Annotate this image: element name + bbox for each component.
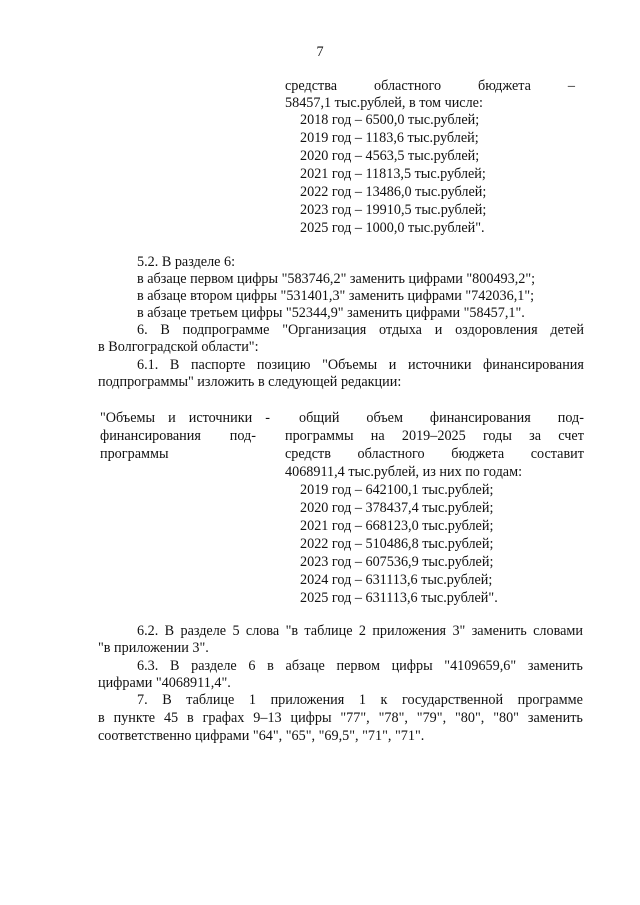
word: объем xyxy=(366,410,403,426)
word: и xyxy=(388,357,397,373)
word: финансирования xyxy=(483,357,584,373)
word: оздоровления xyxy=(455,322,538,338)
word: и xyxy=(434,322,443,338)
word: "79", xyxy=(416,710,447,726)
item-6-line-2: в Волгоградской области": xyxy=(98,339,259,355)
word: составит xyxy=(530,446,584,462)
word: "Объемы xyxy=(100,410,156,426)
word: детей xyxy=(550,322,584,338)
item-6-1-line-1 xyxy=(137,357,584,374)
item-7-line-2 xyxy=(98,710,583,727)
word: отдыха xyxy=(379,322,422,338)
word: 45 xyxy=(163,710,179,726)
word: счет xyxy=(558,428,584,444)
passport-year-line: 2019 год – 642100,1 тыс.рублей; xyxy=(300,482,494,498)
word: таблице xyxy=(186,692,235,708)
top-year-line: 2025 год – 1000,0 тыс.рублей". xyxy=(300,220,485,236)
word: в xyxy=(98,710,105,726)
word: источники xyxy=(408,357,472,373)
word: 6 xyxy=(248,658,256,674)
word: 9–13 xyxy=(253,710,282,726)
top-block-line-2: 58457,1 тыс.рублей, в том числе: xyxy=(285,95,483,111)
word: слова xyxy=(245,623,280,639)
item-6-line-1 xyxy=(137,322,584,339)
word: позицию xyxy=(256,357,311,373)
word: областного xyxy=(373,78,442,94)
item-6-3-line-1 xyxy=(137,658,583,675)
word: 5 xyxy=(232,623,240,639)
word: В xyxy=(162,692,172,708)
word: паспорте xyxy=(190,357,246,373)
word: – xyxy=(567,78,575,94)
word: государственной xyxy=(401,692,504,708)
word: графах xyxy=(202,710,245,726)
word: 2019–2025 xyxy=(401,428,466,444)
word: "4109659,6" xyxy=(444,658,517,674)
word: "Объемы xyxy=(322,357,378,373)
word: областного xyxy=(357,446,425,462)
word: средства xyxy=(285,78,338,94)
word: В xyxy=(169,658,180,674)
top-year-line: 2023 год – 19910,5 тыс.рублей; xyxy=(300,202,487,218)
item-7-line-1 xyxy=(137,692,583,709)
item-7-line-3: соответственно цифрами "64", "65", "69,5", "71", "71". xyxy=(98,728,425,744)
word: заменить xyxy=(471,623,527,639)
word: 6. xyxy=(137,322,148,338)
passport-year-line: 2020 год – 378437,4 тыс.рублей; xyxy=(300,500,494,516)
section-5-2-line: в абзаце первом цифры "583746,2" заменить цифрами "800493,2"; xyxy=(137,271,536,287)
word: 6.3. xyxy=(137,658,159,674)
word: источники xyxy=(188,410,253,426)
word: словами xyxy=(533,623,583,639)
word: 6.1. xyxy=(137,357,159,373)
word: средств xyxy=(285,446,331,462)
word: "80" xyxy=(493,710,519,726)
passport-right-line-1 xyxy=(299,410,584,427)
word: на xyxy=(370,428,385,444)
word: 3" xyxy=(452,623,466,639)
section-5-2-heading: 5.2. В разделе 6: xyxy=(137,254,236,270)
word: под- xyxy=(557,410,584,426)
word: В xyxy=(160,322,170,338)
word: цифры xyxy=(391,658,433,674)
top-year-line: 2021 год – 11813,5 тыс.рублей; xyxy=(300,166,486,182)
word: "80", xyxy=(455,710,485,726)
word: финансирования xyxy=(429,410,531,426)
word: пункте xyxy=(113,710,156,726)
passport-year-line: 2023 год – 607536,9 тыс.рублей; xyxy=(300,554,494,570)
word: заменить xyxy=(527,710,583,726)
top-year-line: 2018 год – 6500,0 тыс.рублей; xyxy=(300,112,480,128)
word: приложения xyxy=(270,692,345,708)
word: цифры xyxy=(290,710,332,726)
word: за xyxy=(529,428,542,444)
word: В xyxy=(164,623,175,639)
word: финансирования xyxy=(100,428,201,444)
word: "77", xyxy=(340,710,370,726)
word: в xyxy=(267,658,274,674)
word: бюджета xyxy=(478,78,531,94)
word: 7. xyxy=(137,692,148,708)
item-6-1-line-2: подпрограммы" изложить в следующей редакции: xyxy=(98,374,402,390)
passport-year-line: 2022 год – 510486,8 тыс.рублей; xyxy=(300,536,494,552)
word: приложения xyxy=(372,623,447,639)
word: "Организация xyxy=(282,322,367,338)
word: 1 xyxy=(358,692,366,708)
top-year-line: 2019 год – 1183,6 тыс.рублей; xyxy=(300,130,479,146)
word: бюджета xyxy=(451,446,505,462)
passport-right-line-4: 4068911,4 тыс.рублей, из них по годам: xyxy=(285,464,523,480)
section-5-2-line: в абзаце третьем цифры "52344,9" заменить цифрами "58457,1". xyxy=(137,305,525,321)
word: таблице xyxy=(304,623,353,639)
top-block-line-1 xyxy=(285,78,575,95)
word: программе xyxy=(517,692,583,708)
word: программы xyxy=(285,428,354,444)
passport-left-line-1 xyxy=(100,410,270,427)
word: подпрограмме xyxy=(182,322,270,338)
word: первом xyxy=(336,658,380,674)
word: - xyxy=(265,410,270,426)
word: в xyxy=(187,710,194,726)
item-6-2-line-1 xyxy=(137,623,583,640)
passport-year-line: 2021 год – 668123,0 тыс.рублей; xyxy=(300,518,494,534)
passport-year-line: 2025 год – 631113,6 тыс.рублей". xyxy=(300,590,498,606)
passport-left-line-3: программы xyxy=(100,446,169,462)
word: заменить xyxy=(527,658,583,674)
word: разделе xyxy=(180,623,227,639)
passport-right-line-3 xyxy=(285,446,584,463)
top-year-line: 2020 год – 4563,5 тыс.рублей; xyxy=(300,148,480,164)
word: "78", xyxy=(378,710,408,726)
word: абзаце xyxy=(285,658,325,674)
item-6-3-line-2: цифрами "4068911,4". xyxy=(98,675,231,691)
passport-left-line-2 xyxy=(100,428,256,445)
passport-right-line-2 xyxy=(285,428,584,445)
item-6-2-line-2: "в приложении 3". xyxy=(98,640,209,656)
page-number: 7 xyxy=(316,44,324,60)
word: и xyxy=(168,410,176,426)
passport-year-line: 2024 год – 631113,6 тыс.рублей; xyxy=(300,572,493,588)
word: под- xyxy=(229,428,256,444)
word: В xyxy=(169,357,180,373)
word: 6.2. xyxy=(137,623,159,639)
word: 1 xyxy=(248,692,256,708)
word: к xyxy=(380,692,388,708)
word: "в xyxy=(285,623,299,639)
section-5-2-line: в абзаце втором цифры "531401,3" заменить цифрами "742036,1"; xyxy=(137,288,535,304)
top-year-line: 2022 год – 13486,0 тыс.рублей; xyxy=(300,184,487,200)
word: годы xyxy=(482,428,512,444)
word: 2 xyxy=(358,623,366,639)
word: разделе xyxy=(191,658,237,674)
word: общий xyxy=(299,410,340,426)
